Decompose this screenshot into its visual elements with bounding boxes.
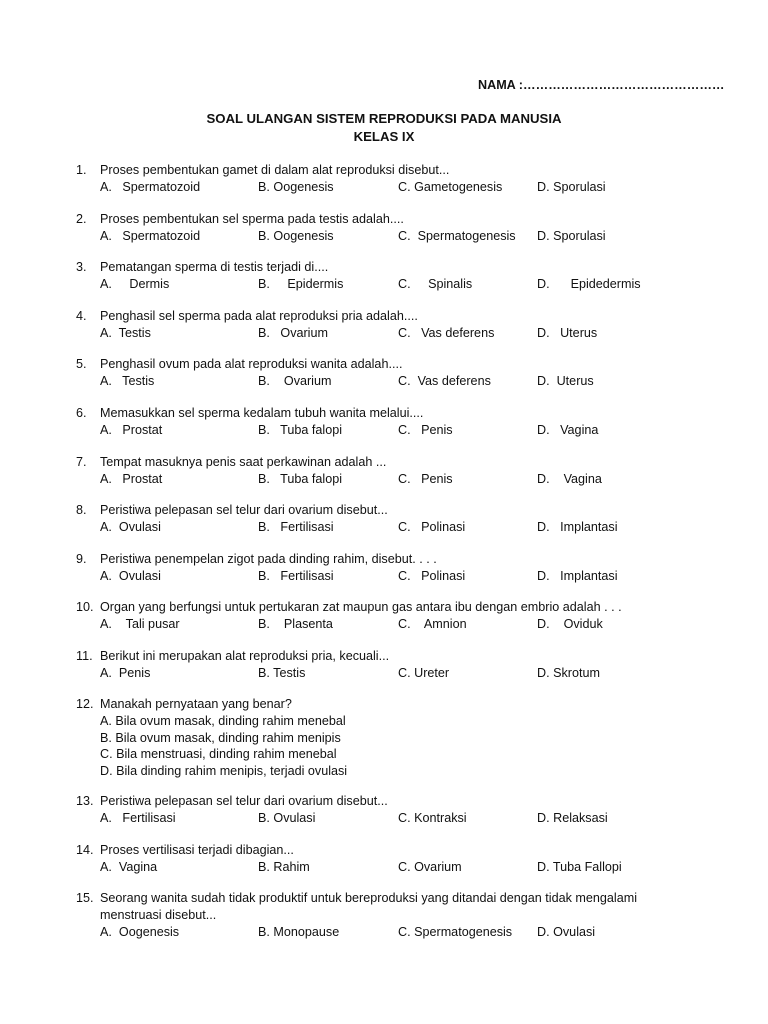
question-number: 15. bbox=[76, 891, 94, 905]
answer-option[interactable]: C. Penis bbox=[398, 423, 453, 437]
question-number: 11. bbox=[76, 649, 93, 663]
answer-option[interactable]: D. Ovulasi bbox=[537, 925, 596, 939]
answer-option[interactable]: B. Tuba falopi bbox=[258, 423, 343, 437]
question-number: 12. bbox=[76, 697, 94, 711]
answer-option[interactable]: A. Dermis bbox=[100, 277, 170, 291]
answer-option[interactable]: B. Bila ovum masak, dinding rahim menipis bbox=[100, 730, 341, 745]
answer-option[interactable]: B. Ovarium bbox=[258, 374, 332, 388]
question-number: 6. bbox=[76, 406, 87, 420]
answer-option[interactable]: C. Spermatogenesis bbox=[398, 925, 513, 939]
answer-option[interactable]: D. Sporulasi bbox=[537, 229, 606, 243]
answer-option[interactable]: C. Spermatogenesis bbox=[398, 229, 516, 243]
answer-option[interactable]: C. Polinasi bbox=[398, 520, 466, 534]
answer-option[interactable]: D. Vagina bbox=[537, 472, 602, 486]
answer-option[interactable]: A. Spermatozoid bbox=[100, 180, 201, 194]
answer-option[interactable]: B. Fertilisasi bbox=[258, 520, 334, 534]
answer-option[interactable]: C. Penis bbox=[398, 472, 453, 486]
answer-option[interactable]: B. Fertilisasi bbox=[258, 569, 334, 583]
answer-option[interactable]: A. Fertilisasi bbox=[100, 811, 176, 825]
answer-option[interactable]: D. Epidedermis bbox=[537, 277, 641, 291]
question-text: Berikut ini merupakan alat reproduksi pria, kecuali... bbox=[100, 649, 390, 663]
answer-option[interactable]: A. Penis bbox=[100, 666, 151, 680]
question-number: 2. bbox=[76, 212, 87, 226]
answer-option[interactable]: D. Bila dinding rahim menipis, terjadi ovulasi bbox=[100, 763, 348, 778]
answer-option[interactable]: A. Prostat bbox=[100, 472, 163, 486]
question-text: Pematangan sperma di testis terjadi di.... bbox=[100, 260, 329, 274]
question-text: Peristiwa pelepasan sel telur dari ovarium disebut... bbox=[100, 503, 388, 517]
question-text: Proses pembentukan gamet di dalam alat reproduksi disebut... bbox=[100, 163, 450, 177]
question-number: 7. bbox=[76, 455, 87, 469]
question-text: Seorang wanita sudah tidak produktif untuk bereproduksi yang ditandai dengan tidak mengalami menstruasi disebut... bbox=[100, 891, 637, 922]
page-subtitle: KELAS IX bbox=[353, 129, 415, 144]
answer-option[interactable]: D. Vagina bbox=[537, 423, 599, 437]
answer-option[interactable]: A. Tali pusar bbox=[100, 617, 180, 631]
answer-option[interactable]: B. Monopause bbox=[258, 925, 340, 939]
question-number: 10. bbox=[76, 600, 94, 614]
answer-option[interactable]: C. Kontraksi bbox=[398, 811, 467, 825]
answer-option[interactable]: B. Ovarium bbox=[258, 326, 328, 340]
question-number: 8. bbox=[76, 503, 87, 517]
answer-option[interactable]: D. Uterus bbox=[537, 326, 598, 340]
answer-option[interactable]: D. Relaksasi bbox=[537, 811, 608, 825]
question-text: Peristiwa pelepasan sel telur dari ovarium disebut... bbox=[100, 794, 388, 808]
answer-option[interactable]: D. Tuba Fallopi bbox=[537, 860, 622, 874]
question-text: Penghasil ovum pada alat reproduksi wanita adalah.... bbox=[100, 357, 403, 371]
name-field-label: NAMA :………………………………………… bbox=[478, 78, 725, 92]
question-number: 1. bbox=[76, 163, 87, 177]
answer-option[interactable]: B. Oogenesis bbox=[258, 180, 334, 194]
answer-option[interactable]: B. Ovulasi bbox=[258, 811, 316, 825]
answer-option[interactable]: A. Ovulasi bbox=[100, 569, 161, 583]
answer-option[interactable]: D. Implantasi bbox=[537, 569, 618, 583]
question-number: 4. bbox=[76, 309, 87, 323]
answer-option[interactable]: A. Bila ovum masak, dinding rahim menebal bbox=[100, 714, 346, 728]
answer-option[interactable]: D. Implantasi bbox=[537, 520, 618, 534]
answer-option[interactable]: C. Vas deferens bbox=[398, 326, 495, 340]
answer-option[interactable]: B. Epidermis bbox=[258, 277, 344, 291]
answer-option[interactable]: B. Oogenesis bbox=[258, 229, 334, 243]
answer-option[interactable]: D. Uterus bbox=[537, 374, 594, 388]
answer-option[interactable]: B. Rahim bbox=[258, 860, 310, 874]
question-text: Tempat masuknya penis saat perkawinan adalah ... bbox=[100, 455, 387, 469]
answer-option[interactable]: A. Oogenesis bbox=[100, 925, 180, 939]
answer-option[interactable]: C. Ovarium bbox=[398, 860, 462, 874]
answer-option[interactable]: A. Testis bbox=[100, 374, 155, 388]
answer-option[interactable]: C. Ureter bbox=[398, 666, 450, 680]
question-number: 14. bbox=[76, 843, 94, 857]
answer-option[interactable]: D. Sporulasi bbox=[537, 180, 606, 194]
question-text: Manakah pernyataan yang benar? bbox=[100, 697, 292, 711]
question-text: Memasukkan sel sperma kedalam tubuh wanita melalui.... bbox=[100, 406, 424, 420]
page-title: SOAL ULANGAN SISTEM REPRODUKSI PADA MANUSIA bbox=[206, 111, 562, 126]
answer-option[interactable]: C. Polinasi bbox=[398, 569, 466, 583]
question-number: 9. bbox=[76, 552, 87, 566]
answer-option[interactable]: D. Skrotum bbox=[537, 666, 600, 680]
answer-option[interactable]: C. Spinalis bbox=[398, 277, 473, 291]
question-number: 13. bbox=[76, 794, 94, 808]
answer-option[interactable]: C. Amnion bbox=[398, 617, 467, 631]
answer-option[interactable]: C. Vas deferens bbox=[398, 374, 491, 388]
answer-option[interactable]: A. Testis bbox=[100, 326, 151, 340]
answer-option[interactable]: C. Bila menstruasi, dinding rahim menebal bbox=[100, 747, 337, 761]
answer-option[interactable]: A. Ovulasi bbox=[100, 520, 161, 534]
question-text: Proses pembentukan sel sperma pada testis adalah.... bbox=[100, 212, 404, 226]
question-text: Proses vertilisasi terjadi dibagian... bbox=[100, 843, 294, 857]
question-number: 5. bbox=[76, 357, 87, 371]
question-text: Peristiwa penempelan zigot pada dinding rahim, disebut. . . . bbox=[100, 552, 437, 566]
answer-option[interactable]: D. Oviduk bbox=[537, 617, 603, 631]
answer-option[interactable]: B. Tuba falopi bbox=[258, 472, 343, 486]
question-text: Organ yang berfungsi untuk pertukaran zat maupun gas antara ibu dengan embrio adalah . . . bbox=[100, 600, 622, 614]
answer-option[interactable]: C. Gametogenesis bbox=[398, 180, 503, 194]
question-text: Penghasil sel sperma pada alat reproduksi pria adalah.... bbox=[100, 309, 418, 323]
answer-option[interactable]: A. Vagina bbox=[100, 860, 158, 874]
answer-option[interactable]: A. Spermatozoid bbox=[100, 229, 201, 243]
question-number: 3. bbox=[76, 260, 87, 274]
answer-option[interactable]: A. Prostat bbox=[100, 423, 163, 437]
answer-option[interactable]: B. Testis bbox=[258, 666, 306, 680]
answer-option[interactable]: B. Plasenta bbox=[258, 617, 333, 631]
